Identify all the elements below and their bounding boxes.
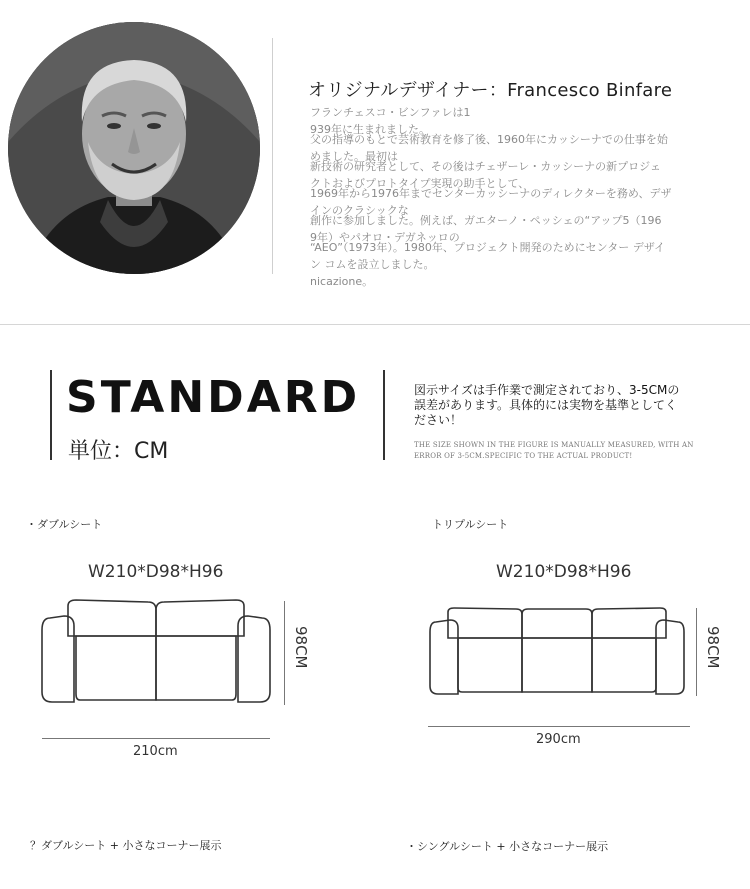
header-bar-right — [383, 370, 385, 460]
bio-line: “AEO”（1973年）。1980年、プロジェクト開発のためにセンター デザイ — [310, 241, 665, 254]
bio-line: めました。最初は — [310, 150, 398, 163]
designer-title: オリジナルデザイナー：Francesco Binfare — [308, 80, 673, 101]
sofa-depth-double: 98CM — [292, 626, 310, 669]
width-line-double — [42, 738, 270, 739]
sofa-width-double: 210cm — [133, 744, 178, 759]
sofa-label-double: ・ダブルシート — [26, 518, 103, 531]
bio-line: 父の指導のもとで芸術教育を修了後、1960年にカッシーナでの仕事を始 — [310, 133, 668, 146]
footer-label-double-corner: ？ダブルシート + 小さなコーナー展示 — [30, 839, 222, 852]
measurement-note-en: THE SIZE SHOWN IN THE FIGURE IS MANUALLY MEASURED, WITH AN ERROR OF 3-5CM.SPECIFIC TO THE ACTUAL PRODUCT! — [414, 441, 694, 460]
bio-line: 1969年から1976年までセンターカッシーナのディレクターを務め、デザ — [310, 187, 672, 200]
sofa-drawing-triple — [424, 604, 690, 700]
header-bar-left — [50, 370, 52, 460]
divider-vertical — [272, 38, 273, 274]
bio-line: フランチェスコ・ビンファレは1 — [310, 106, 471, 119]
standard-heading: STANDARD — [66, 372, 361, 423]
designer-portrait — [8, 22, 260, 274]
bio-line: 新技術の研究者として、その後はチェザーレ・カッシーナの新プロジェ — [310, 160, 661, 173]
bio-line: ン コムを設立しました。 — [310, 258, 435, 271]
sofa-dims-triple: W210*D98*H96 — [496, 562, 632, 582]
bio-line: 939年に生まれました。 — [310, 123, 430, 136]
sofa-label-triple: トリプルシート — [432, 518, 509, 531]
bio-line: 9年）やパオロ・デガネッロの — [310, 231, 460, 244]
designer-bio — [310, 104, 710, 290]
bio-line: 創作に参加しました。例えば、ガエターノ・ペッシェの“アップ5（196 — [310, 214, 662, 227]
width-line-triple — [428, 726, 690, 727]
sofa-width-triple: 290cm — [536, 732, 581, 747]
sofa-depth-triple: 98CM — [704, 626, 722, 669]
measurement-note-jp: 図示サイズは手作業で測定されており、3-5CMの誤差があります。具体的には実物を基準としてください！ — [414, 383, 680, 427]
unit-label: 単位：CM — [68, 439, 169, 464]
depth-line-double — [284, 601, 285, 705]
sofa-dims-double: W210*D98*H96 — [88, 562, 224, 582]
section-divider — [0, 324, 750, 325]
depth-line-triple — [696, 608, 697, 696]
footer-label-single-corner: ・シングルシート + 小さなコーナー展示 — [406, 840, 609, 853]
sofa-drawing-double — [36, 596, 276, 708]
portrait-illustration — [8, 22, 260, 274]
bio-line: インのクラシックな — [310, 204, 409, 217]
bio-line: nicazione。 — [310, 275, 374, 288]
bio-line: クトおよびプロトタイプ実現の助手として、 — [310, 177, 530, 190]
